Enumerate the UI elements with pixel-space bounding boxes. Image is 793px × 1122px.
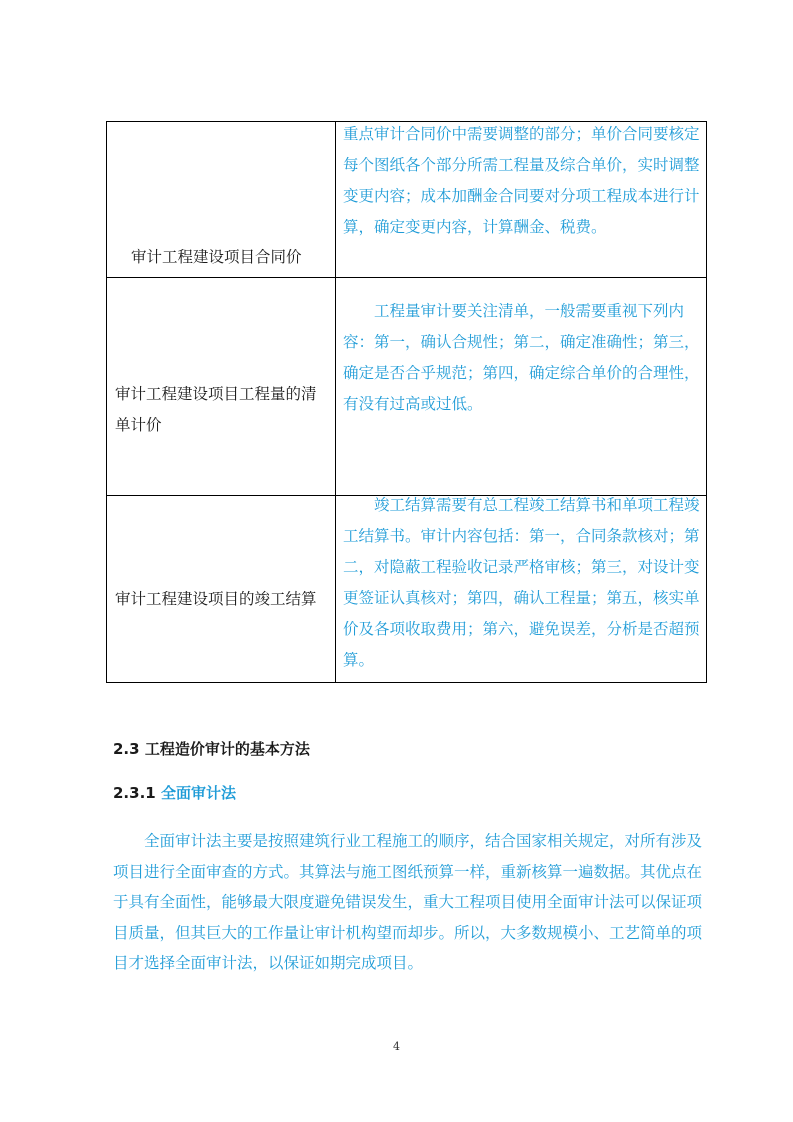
table-cell-label <box>107 122 336 278</box>
table-cell-content <box>336 278 707 496</box>
section-title: 工程造价审计的基本方法 <box>144 740 310 758</box>
row-label: 审计工程建设项目合同价 <box>131 248 302 266</box>
row-content: 竣工结算需要有总工程竣工结算书和单项工程竣工结算书。审计内容包括：第一，合同条款核对；第二，对隐蔽工程验收记录严格审核；第三，对设计变更签证认真核对；第四，确认工程量；第五，核实单价及各项收取费用；第六，避免误差，分析是否超预算。 <box>343 496 700 669</box>
section-number: 2.3 <box>113 740 140 758</box>
subsection-number: 2.3.1 <box>113 784 156 802</box>
table-cell-label <box>107 278 336 496</box>
row-content: 重点审计合同价中需要调整的部分；单价合同要核定每个图纸各个部分所需工程量及综合单价，实时调整变更内容；成本加酬金合同要对分项工程成本进行计算，确定变更内容，计算酬金、税费。 <box>343 125 700 236</box>
row-label: 审计工程建设项目的竣工结算 <box>115 590 317 608</box>
table-row <box>107 122 707 278</box>
table-cell-content <box>336 122 707 278</box>
page-number: 4 <box>393 1040 400 1053</box>
audit-content-table <box>106 121 707 683</box>
table-row <box>107 496 707 683</box>
table-cell-label <box>107 496 336 683</box>
table-cell-content <box>336 496 707 683</box>
row-content: 工程量审计要关注清单，一般需要重视下列内容：第一，确认合规性；第二，确定准确性；第三，确定是否合乎规范；第四，确定综合单价的合理性，有没有过高或过低。 <box>343 302 700 413</box>
subsection-heading <box>113 782 236 803</box>
body-paragraph: 全面审计法主要是按照建筑行业工程施工的顺序，结合国家相关规定，对所有涉及项目进行全面审查的方式。其算法与施工图纸预算一样，重新核算一遍数据。其优点在于具有全面性，能够最大限度避免错误发生，重大工程项目使用全面审计法可以保证项目质量，但其巨大的工作量让审计机构望而却步。所以，大多数规模小、工艺简单的项目才选择全面审计法，以保证如期完成项目。 <box>113 832 703 972</box>
subsection-title: 全面审计法 <box>160 784 236 802</box>
table-row <box>107 278 707 496</box>
section-heading <box>113 738 310 759</box>
row-label: 审计工程建设项目工程量的清单计价 <box>115 385 317 434</box>
